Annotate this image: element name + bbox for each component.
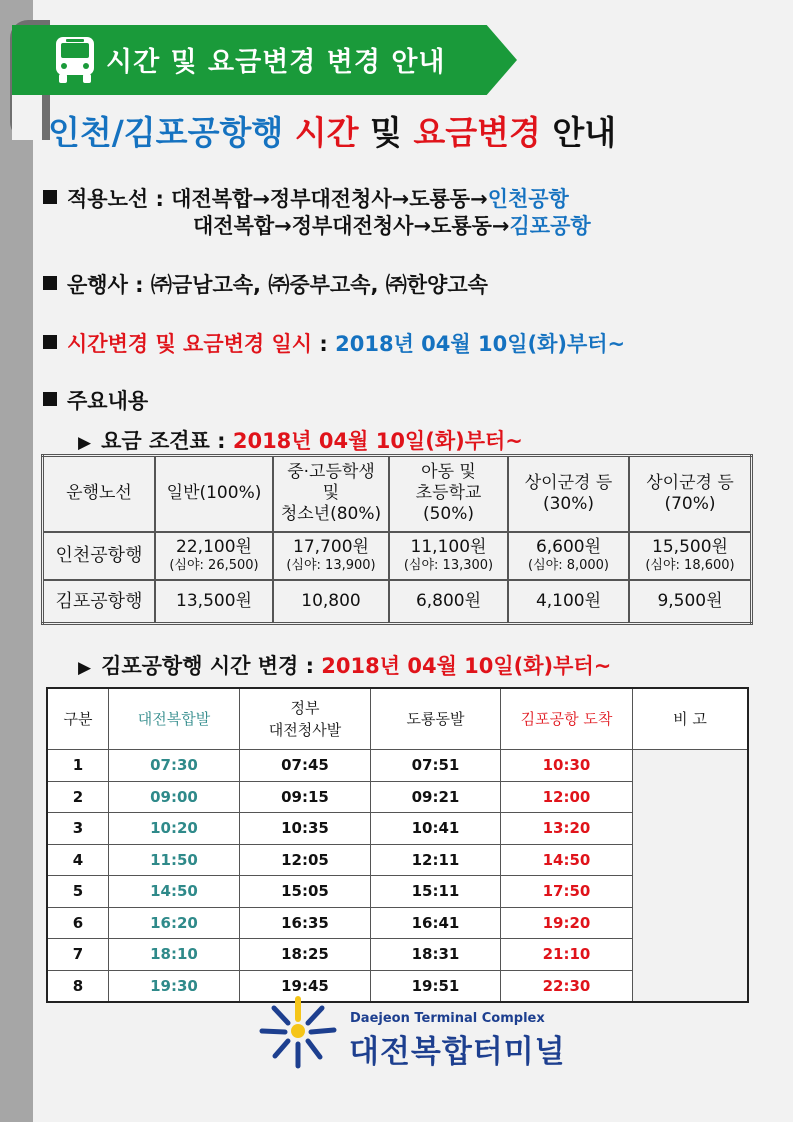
- time-cell: 11:50: [109, 844, 240, 876]
- fare-cell: [155, 532, 273, 580]
- triangle-bullet-icon: ▶: [78, 658, 92, 678]
- remarks-cell: [633, 750, 749, 1003]
- fare-header-cell: 아동 및 초등학교 (50%): [389, 456, 508, 532]
- time-cell: 19:51: [371, 970, 501, 1002]
- main-content-label: 주요내용: [67, 389, 149, 413]
- time-cell: 07:30: [109, 750, 240, 782]
- title-route: 인천/김포공항행: [48, 113, 284, 152]
- route1-prefix: 대전복합→정부대전청사→도룡동→: [171, 187, 488, 211]
- time-header-row: [47, 688, 748, 750]
- time-section-date: 2018년 04월 10일(화)부터~: [321, 654, 612, 678]
- title-and: 및: [369, 113, 402, 152]
- effective-label: 시간변경 및 요금변경 일시: [67, 332, 313, 356]
- effective-sep: :: [319, 332, 328, 356]
- time-cell: 19:20: [501, 907, 633, 939]
- time-cell: 13:20: [501, 813, 633, 845]
- sun-logo-icon: [258, 995, 338, 1070]
- route2-prefix: 대전복합→정부대전청사→도룡동→: [193, 214, 510, 238]
- fare-cell: [629, 532, 752, 580]
- time-cell: 12:11: [371, 844, 501, 876]
- time-cell: 10:41: [371, 813, 501, 845]
- fare-header-cell: 상이군경 등 (70%): [629, 456, 752, 532]
- time-header-cell: 비 고: [633, 688, 749, 750]
- banner-strip: [12, 95, 42, 140]
- logo-english-text: Daejeon Terminal Complex: [350, 1011, 545, 1026]
- time-table-body: [47, 750, 748, 1003]
- fare-night: (심야: 13,900): [286, 558, 376, 573]
- time-cell: 09:00: [109, 781, 240, 813]
- bullet-square-icon: [43, 276, 57, 290]
- fare-cell: 4,100원: [508, 580, 629, 624]
- time-header-cell: 도룡동발: [371, 688, 501, 750]
- time-cell: 6: [47, 907, 109, 939]
- time-cell: 1: [47, 750, 109, 782]
- fare-main: 15,500원: [652, 537, 728, 557]
- time-header-cell: 구분: [47, 688, 109, 750]
- time-cell: 8: [47, 970, 109, 1002]
- fare-cell: [389, 532, 508, 580]
- fare-cell: 10,800: [273, 580, 389, 624]
- time-section-heading: [78, 650, 611, 680]
- time-cell: 5: [47, 876, 109, 908]
- fare-cell: [508, 532, 629, 580]
- time-cell: 15:11: [371, 876, 501, 908]
- time-cell: 19:45: [240, 970, 371, 1002]
- fare-cell: 13,500원: [155, 580, 273, 624]
- time-cell: 3: [47, 813, 109, 845]
- time-cell: 18:10: [109, 939, 240, 971]
- effective-date: 2018년 04월 10일(화)부터~: [335, 332, 626, 356]
- fare-main: 11,100원: [410, 537, 487, 557]
- title-time: 시간: [294, 113, 359, 152]
- fare-cell: [273, 532, 389, 580]
- fare-night: (심야: 18,600): [645, 558, 735, 573]
- time-header-cell: 대전복합발: [109, 688, 240, 750]
- time-cell: 2: [47, 781, 109, 813]
- operators-line: [43, 269, 488, 299]
- time-cell: 21:10: [501, 939, 633, 971]
- fare-main: 17,700원: [293, 537, 369, 557]
- fare-header-cell: 일반(100%): [155, 456, 273, 532]
- time-cell: 09:15: [240, 781, 371, 813]
- time-header-cell: 김포공항 도착: [501, 688, 633, 750]
- operators-label: 운행사 :: [67, 273, 144, 297]
- fare-route-cell: 김포공항행: [43, 580, 156, 624]
- time-cell: 12:05: [240, 844, 371, 876]
- operators-value: ㈜금남고속, ㈜중부고속, ㈜한양고속: [150, 273, 488, 297]
- fare-row-incheon: [43, 532, 752, 580]
- bullet-square-icon: [43, 335, 57, 349]
- time-cell: 16:41: [371, 907, 501, 939]
- routes-line-1: [43, 183, 569, 213]
- fare-night: (심야: 26,500): [169, 558, 259, 573]
- fare-section-heading: [78, 425, 523, 455]
- fare-table: [41, 454, 753, 625]
- routes-label: 적용노선 :: [67, 187, 164, 211]
- fare-cell: 6,800원: [389, 580, 508, 624]
- time-table: [46, 687, 749, 1003]
- logo-korean-text: 대전복합터미널: [349, 1034, 566, 1070]
- time-cell: 12:00: [501, 781, 633, 813]
- routes-line-2: [193, 210, 591, 240]
- title-fare: 요금변경: [413, 113, 541, 152]
- time-cell: 7: [47, 939, 109, 971]
- route1-dest: 인천공항: [487, 187, 569, 211]
- time-cell: 22:30: [501, 970, 633, 1002]
- time-cell: 18:31: [371, 939, 501, 971]
- bullet-square-icon: [43, 190, 57, 204]
- time-cell: 17:50: [501, 876, 633, 908]
- time-cell: 10:20: [109, 813, 240, 845]
- page-title: [48, 107, 616, 154]
- time-cell: 14:50: [109, 876, 240, 908]
- fare-section-label: 요금 조견표 :: [101, 429, 226, 453]
- time-row: [47, 750, 748, 782]
- time-cell: 09:21: [371, 781, 501, 813]
- bullet-square-icon: [43, 392, 57, 406]
- banner-title: 시간 및 요금변경 변경 안내: [106, 47, 446, 78]
- fare-header-cell: 중·고등학생 및 청소년(80%): [273, 456, 389, 532]
- time-cell: 07:51: [371, 750, 501, 782]
- time-section-label: 김포공항행 시간 변경 :: [101, 654, 314, 678]
- time-header-cell: 정부 대전청사발: [240, 688, 371, 750]
- fare-header-row: [43, 456, 752, 532]
- fare-main: 6,600원: [535, 537, 602, 557]
- triangle-bullet-icon: ▶: [78, 433, 92, 453]
- fare-route-cell: 인천공항행: [43, 532, 156, 580]
- time-cell: 4: [47, 844, 109, 876]
- fare-night: (심야: 13,300): [403, 558, 494, 573]
- time-cell: 10:30: [501, 750, 633, 782]
- fare-night: (심야: 8,000): [528, 558, 609, 573]
- time-cell: 18:25: [240, 939, 371, 971]
- time-cell: 16:20: [109, 907, 240, 939]
- time-cell: 15:05: [240, 876, 371, 908]
- time-cell: 10:35: [240, 813, 371, 845]
- time-cell: 07:45: [240, 750, 371, 782]
- fare-cell: 9,500원: [629, 580, 752, 624]
- time-cell: 14:50: [501, 844, 633, 876]
- bus-icon: [52, 35, 98, 85]
- time-cell: 19:30: [109, 970, 240, 1002]
- fare-main: 22,100원: [176, 537, 252, 557]
- route2-dest: 김포공항: [509, 214, 591, 238]
- left-sidebar-bar: [0, 0, 33, 1122]
- title-notice: 안내: [552, 113, 617, 152]
- main-content-heading: [43, 385, 148, 415]
- fare-row-gimpo: [43, 580, 752, 624]
- fare-section-date: 2018년 04월 10일(화)부터~: [232, 429, 523, 453]
- fare-header-cell: 상이군경 등 (30%): [508, 456, 629, 532]
- effective-line: [43, 328, 625, 358]
- fare-header-cell: 운행노선: [43, 456, 156, 532]
- time-cell: 16:35: [240, 907, 371, 939]
